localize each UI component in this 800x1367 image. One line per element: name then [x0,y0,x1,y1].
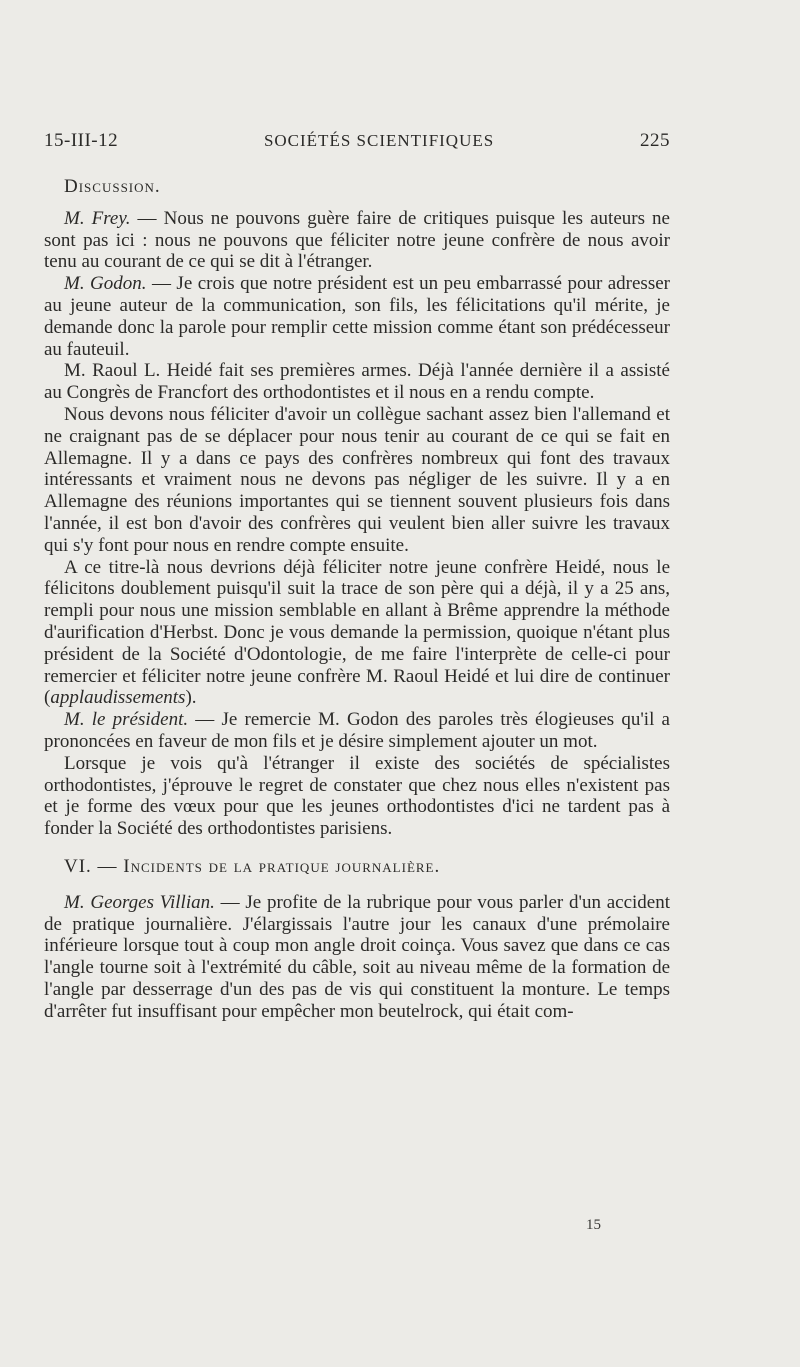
applause-note: applaudissements [50,687,186,709]
paragraph-congratulations [44,557,670,710]
paragraph-germany: Nous devons nous féliciter d'avoir un collègue sachant assez bien l'allemand et ne craignant pas de se déplacer pour nous tenir au courant de ce qui se fait en Allemagne. Il y a dans ce pays des confrères nombreux qui font des travaux intéressants et vraiment nous ne devons pas négliger de les suivre. Il y a en Allemagne des réunions importantes qui se tiennent souvent plusieurs fois dans l'année, il est bon d'avoir des confrères qui veulent bien aller suivre les travaux qui s'y font pour nous en rendre compte ensuite. [44,403,670,556]
running-header [44,130,670,160]
speaker-godon: M. Godon. [64,273,147,295]
paragraph-text: — Je profite de la rubrique pour vous parler d'un accident de pratique journalière. J'élargissais l'autre jour les canaux d'une prémolaire inférieure lorsque tout à coup mon angle droit coinça. Vous savez que dans ce cas l'angle tourne soit à l'extrémité du câble, soit au niveau même de la formation de l'angle par desserrage d'un des pas de vis qui constituent la monture. Le temps d'arrêter fut insuffisant pour empêcher mon beutelrock, qui était com- [44,891,670,1022]
paragraph-president [44,709,670,753]
page-number: 225 [640,130,670,151]
body-text [44,176,670,1022]
paragraph-frey [44,208,670,273]
paragraph-text: — Je crois que notre président est un peu embarrassé pour adresser au jeune auteur de la communication, son fils, les félicitations qu'il mérite, je demande donc la parole pour remplir cette mission comme étant son prédécesseur au fauteuil. [44,273,670,360]
paragraph-text: — Nous ne pouvons guère faire de critiques puisque les auteurs ne sont pas ici : nous ne pouvons que féliciter notre jeune confrère de nous avoir tenu au courant de ce qui se dit à l'étranger. [44,207,670,273]
discussion-heading: Discussion. [64,176,161,197]
header-title: SOCIÉTÉS SCIENTIFIQUES [263,131,495,150]
section-heading: VI. — Incidents de la pratique journalière. [64,855,441,877]
paragraph-text: ). [185,687,197,709]
speaker-frey: M. Frey. [64,207,131,229]
speaker-villian: M. Georges Villian. [64,891,215,913]
paragraph-text: A ce titre-là nous devrions déjà féliciter notre jeune confrère Heidé, nous le félicitons doublement puisqu'il suit la trace de son père qui a déjà, il y a 25 ans, rempli pour nous une mission semblable en allant à Brême apprendre la méthode d'aurification d'Herbst. Donc je vous demande la permission, quoique n'étant plus président de la Société d'Odontologie, de me faire l'interprète de celle-ci pour remercier et féliciter notre jeune confrère M. Raoul Heidé et lui dire de continuer ( [44,556,670,709]
signature-mark: 15 [586,1217,601,1233]
paragraph-godon [44,273,670,360]
paragraph-text: — Je remercie M. Godon des paroles très élogieuses qu'il a prononcées en faveur de mon fils et je désire simplement ajouter un mot. [44,709,670,752]
paragraph-orthodontists: Lorsque je vois qu'à l'étranger il existe des sociétés de spécialistes orthodontistes, j'éprouve le regret de constater que chez nous elles n'existent pas et je forme des vœux pour que les jeunes orthodontistes d'ici ne tardent pas à fonder la Société des orthodontistes parisiens. [44,752,670,840]
header-date: 15-III-12 [44,130,119,151]
paragraph-heide: M. Raoul L. Heidé fait ses premières armes. Déjà l'année dernière il a assisté au Congrès de Francfort des orthodontistes et il nous en a rendu compte. [44,360,670,404]
paragraph-villian [44,892,670,1023]
speaker-president: M. le président. [64,709,189,731]
